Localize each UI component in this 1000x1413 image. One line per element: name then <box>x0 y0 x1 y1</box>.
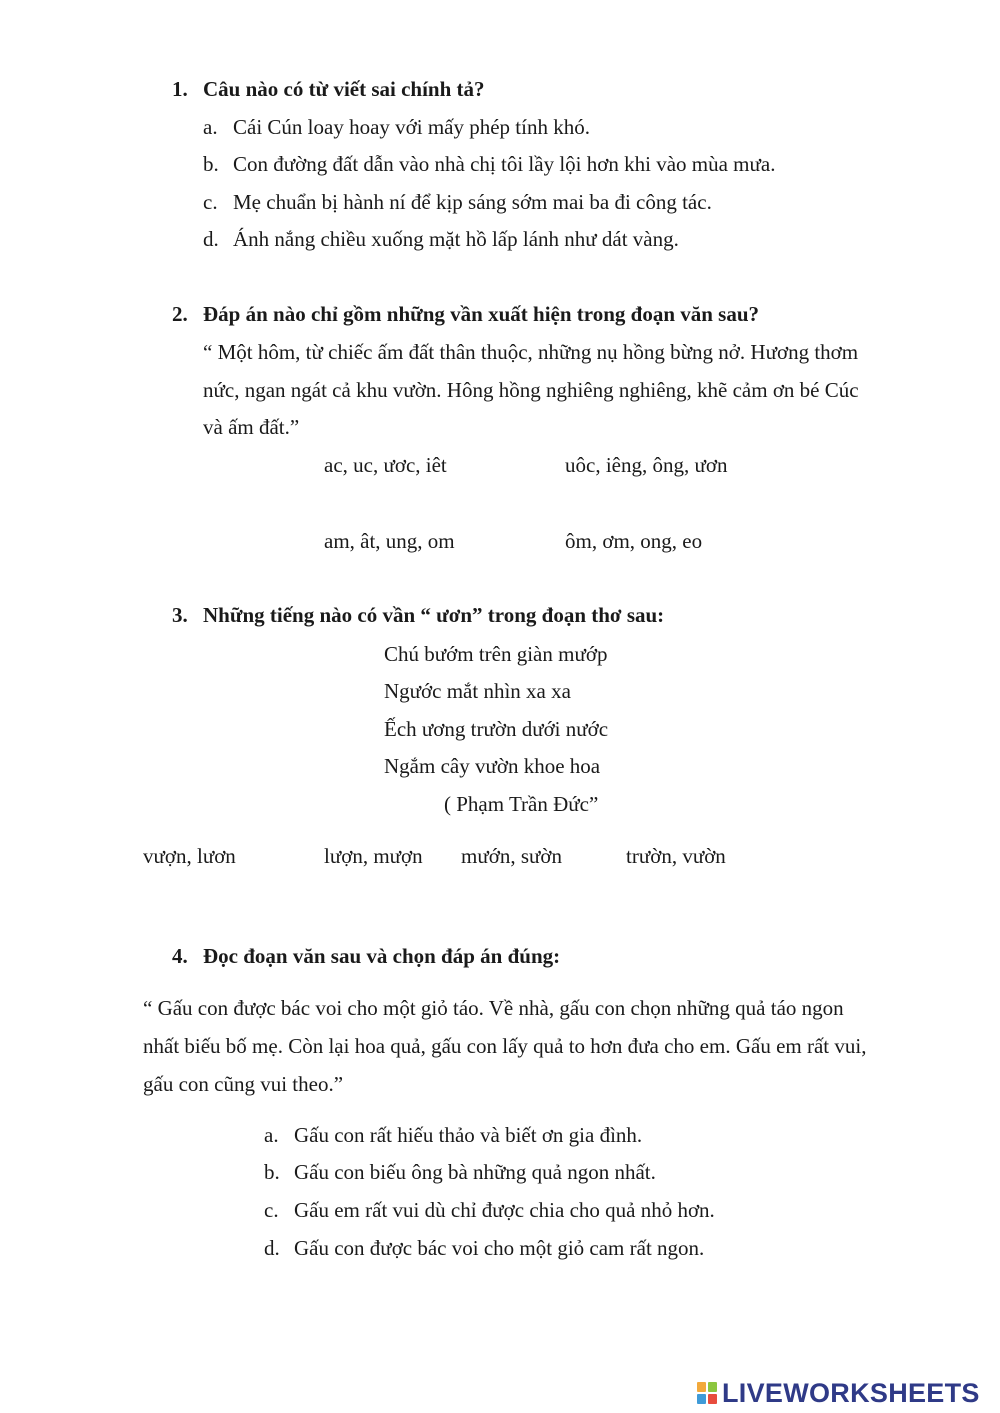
q2-choice-1[interactable]: ac, uc, ươc, iêt <box>324 453 447 477</box>
q1-option-a-letter: a. <box>203 115 218 139</box>
question-1-title: Câu nào có từ viết sai chính tả? <box>203 77 485 101</box>
q1-option-c[interactable]: Mẹ chuẩn bị hành ní để kịp sáng sớm mai ba đi công tác. <box>233 190 712 214</box>
q4-option-d[interactable]: Gấu con được bác voi cho một giỏ cam rất ngon. <box>294 1236 705 1260</box>
q2-passage-line-2: nức, ngan ngát cả khu vườn. Hông hồng nghiêng nghiêng, khẽ cảm ơn bé Cúc <box>203 378 859 402</box>
q2-choice-4[interactable]: ôm, ơm, ong, eo <box>565 529 703 553</box>
logo-square-2 <box>708 1382 717 1392</box>
question-4-number: 4. <box>172 944 188 968</box>
q3-poem-line-4: Ngắm cây vườn khoe hoa <box>384 754 601 778</box>
q4-option-b-letter: b. <box>264 1160 280 1184</box>
logo-square-1 <box>697 1382 706 1392</box>
question-3-number: 3. <box>172 603 188 627</box>
q2-choice-3[interactable]: am, ât, ung, om <box>324 529 455 553</box>
question-1-number: 1. <box>172 77 188 101</box>
q3-poem-line-1: Chú bướm trên giàn mướp <box>384 642 608 666</box>
q2-passage-line-1: “ Một hôm, từ chiếc ấm đất thân thuộc, những nụ hồng bừng nở. Hương thơm <box>203 340 859 364</box>
q4-option-b[interactable]: Gấu con biếu ông bà những quả ngon nhất. <box>294 1160 656 1184</box>
q1-option-c-letter: c. <box>203 190 218 214</box>
liveworksheets-logo <box>697 1378 980 1408</box>
question-2-number: 2. <box>172 302 188 326</box>
q2-passage-line-3: và ấm đất.” <box>203 415 300 439</box>
q3-poem-author: ( Phạm Trần Đức” <box>444 792 599 816</box>
question-4-title: Đọc đoạn văn sau và chọn đáp án đúng: <box>203 944 561 968</box>
q1-option-a[interactable]: Cái Cún loay hoay với mấy phép tính khó. <box>233 115 590 139</box>
q3-choice-3[interactable]: mướn, sườn <box>461 844 562 868</box>
q3-choice-4[interactable]: trườn, vườn <box>626 844 726 868</box>
q1-option-b[interactable]: Con đường đất dẫn vào nhà chị tôi lầy lội hơn khi vào mùa mưa. <box>233 152 776 176</box>
q4-option-a[interactable]: Gấu con rất hiếu thảo và biết ơn gia đình. <box>294 1123 643 1147</box>
q4-passage-line-2: nhất biếu bố mẹ. Còn lại hoa quả, gấu con lấy quả to hơn đưa cho em. Gấu em rất vui, <box>143 1034 867 1058</box>
q4-passage-line-3: gấu con cũng vui theo.” <box>143 1072 344 1096</box>
liveworksheets-logo-icon <box>697 1381 719 1405</box>
question-2-title: Đáp án nào chỉ gồm những vần xuất hiện trong đoạn văn sau? <box>203 302 760 326</box>
q1-option-d-letter: d. <box>203 227 219 251</box>
question-3-title: Những tiếng nào có vần “ ươn” trong đoạn thơ sau: <box>203 603 665 627</box>
q4-option-c-letter: c. <box>264 1198 279 1222</box>
logo-square-4 <box>708 1394 717 1404</box>
q4-option-d-letter: d. <box>264 1236 280 1260</box>
q3-choice-2[interactable]: lượn, mượn <box>324 844 423 868</box>
q2-choice-2[interactable]: uôc, iêng, ông, ươn <box>565 453 728 477</box>
q4-option-a-letter: a. <box>264 1123 279 1147</box>
q3-choice-1[interactable]: vượn, lươn <box>143 844 236 868</box>
q4-option-c[interactable]: Gấu em rất vui dù chỉ được chia cho quả nhỏ hơn. <box>294 1198 715 1222</box>
q1-option-b-letter: b. <box>203 152 219 176</box>
logo-square-3 <box>697 1394 706 1404</box>
q3-poem-line-2: Ngước mắt nhìn xa xa <box>384 679 571 703</box>
liveworksheets-logo-text: LIVEWORKSHEETS <box>722 1377 980 1408</box>
q3-poem-line-3: Ếch ương trườn dưới nước <box>384 717 609 741</box>
q4-passage-line-1: “ Gấu con được bác voi cho một giỏ táo. Về nhà, gấu con chọn những quả táo ngon <box>143 996 844 1020</box>
q1-option-d[interactable]: Ánh nắng chiều xuống mặt hồ lấp lánh như dát vàng. <box>233 227 679 251</box>
